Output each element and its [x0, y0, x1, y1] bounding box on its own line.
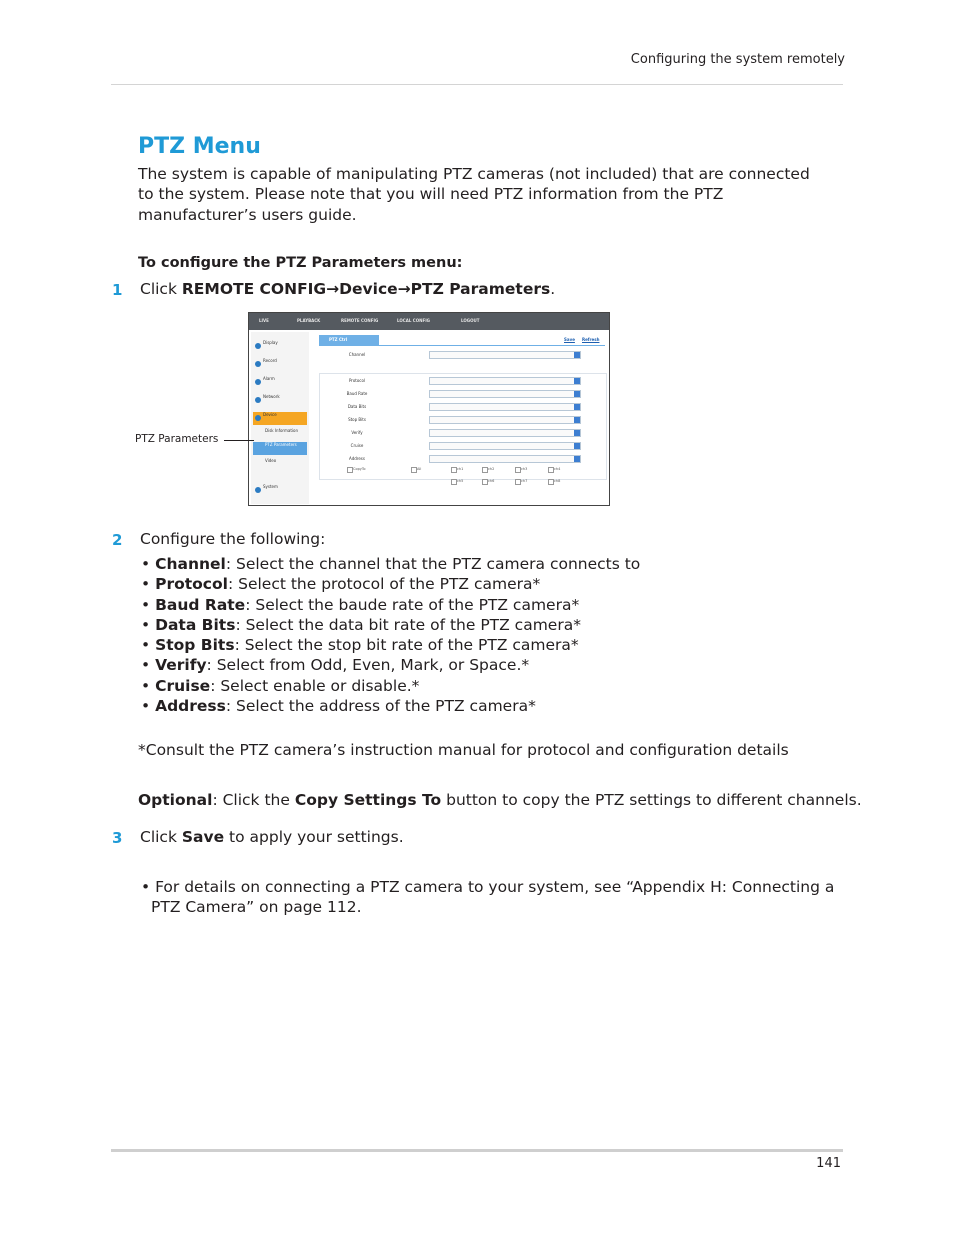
network-icon	[255, 397, 261, 403]
step-1-suffix: .	[550, 280, 556, 298]
arrow-right-icon: →	[326, 280, 340, 298]
page-title: PTZ Menu	[138, 134, 261, 159]
procedure-heading: To configure the PTZ Parameters menu:	[138, 255, 463, 271]
screenshot-sidebar	[251, 332, 309, 504]
field-row-cruise: Cruise	[319, 439, 604, 451]
side-item-system: System	[253, 484, 307, 497]
step-1-prefix: Click	[140, 280, 182, 298]
side-item-alarm: Alarm	[253, 376, 307, 389]
channel-select	[429, 351, 581, 359]
data-bits-select	[429, 403, 581, 411]
field-row-baud-rate: Baud Rate	[319, 387, 604, 399]
copy-ch4-label: ch4	[554, 467, 561, 471]
copyto-label: CopyTo	[353, 467, 366, 471]
verify-select	[429, 429, 581, 437]
field-row-data-bits: Data Bits	[319, 400, 604, 412]
step-1-text	[140, 280, 555, 298]
field-row-address: Address	[319, 452, 604, 464]
step-1-path-device: Device	[339, 280, 398, 298]
optional-note: Optional: Click the Copy Settings To button to copy the PTZ settings to different channels.	[138, 791, 862, 809]
field-row-protocol: Protocol	[319, 374, 604, 386]
side-item-device: Device	[253, 412, 307, 425]
field-row-stop-bits: Stop Bits	[319, 413, 604, 425]
list-item: • Channel: Select the channel that the PTZ camera connects to	[141, 555, 641, 573]
callout-leader-line	[224, 440, 254, 441]
screenshot-top-nav	[249, 313, 609, 330]
step-1-path-ptz-parameters: PTZ Parameters	[410, 280, 551, 298]
side-subitem-disk: Disk Information	[265, 428, 299, 433]
step-2-text: Configure the following:	[140, 530, 326, 548]
step-2-number: 2	[112, 531, 123, 549]
address-select	[429, 455, 581, 463]
save-link: Save	[564, 337, 575, 342]
header-rule	[111, 84, 843, 85]
field-row-channel: Channel	[319, 348, 604, 360]
step-3-text: Click Save to apply your settings.	[140, 828, 404, 846]
list-item: • Stop Bits: Select the stop bit rate of the PTZ camera*	[141, 636, 579, 655]
callout-label: PTZ Parameters	[135, 433, 219, 445]
copy-ch5-label: ch5	[457, 479, 464, 483]
step-3-number: 3	[112, 829, 123, 847]
copy-ch3-label: ch3	[521, 467, 528, 471]
baud-rate-select	[429, 390, 581, 398]
field-row-verify: Verify	[319, 426, 604, 438]
stop-bits-select	[429, 416, 581, 424]
nav-tab-live: LIVE	[259, 318, 269, 323]
arrow-right-icon: →	[397, 280, 411, 298]
list-item: • Baud Rate: Select the baude rate of the PTZ camera*	[141, 595, 580, 614]
copy-ch7-label: ch7	[521, 479, 528, 483]
copy-ch8-label: ch8	[554, 479, 561, 483]
copy-ch2-label: ch2	[488, 467, 495, 471]
consult-note: *Consult the PTZ camera’s instruction manual for protocol and configuration details	[138, 741, 789, 759]
copy-ch6-label: ch6	[488, 479, 495, 483]
record-icon	[255, 361, 261, 367]
alarm-icon	[255, 379, 261, 385]
nav-tab-remote-config: REMOTE CONFIG	[341, 318, 379, 323]
nav-tab-local-config: LOCAL CONFIG	[397, 318, 430, 323]
nav-tab-logout: LOGOUT	[461, 318, 480, 323]
step-1-number: 1	[112, 281, 123, 299]
see-also-note: • For details on connecting a PTZ camera to your system, see “Appendix H: Connecting a PTZ Camera” on page 112.	[141, 878, 835, 917]
settings-bullet-list	[141, 554, 640, 716]
tab-underline	[319, 345, 605, 346]
list-item: • Verify: Select from Odd, Even, Mark, or Space.*	[141, 656, 530, 675]
intro-paragraph: The system is capable of manipulating PTZ cameras (not included) that are connected to the system. Please note that you will need PTZ information from the PTZ manufacturer’s users guide.	[138, 165, 810, 224]
page-number: 141	[816, 1156, 841, 1171]
refresh-link: Refresh	[582, 337, 600, 342]
list-item: • Cruise: Select enable or disable.*	[141, 676, 420, 695]
side-subitem-video: Video	[265, 458, 277, 463]
system-icon	[255, 487, 261, 493]
ptz-screenshot-figure	[248, 312, 610, 506]
display-icon	[255, 343, 261, 349]
step-1-path-remote-config: REMOTE CONFIG	[181, 280, 327, 298]
side-subitem-ptz: PTZ Parameters	[253, 442, 307, 455]
footer-rule	[111, 1149, 843, 1152]
ptz-ctrl-tab: PTZ Ctrl	[319, 335, 379, 345]
list-item: • Address: Select the address of the PTZ camera*	[141, 697, 536, 716]
protocol-select	[429, 377, 581, 385]
running-header: Configuring the system remotely	[630, 52, 845, 67]
nav-tab-playback: PLAYBACK	[297, 318, 321, 323]
device-icon	[255, 415, 261, 421]
copy-ch1-label: ch1	[457, 467, 464, 471]
cruise-select	[429, 442, 581, 450]
side-item-network: Network	[253, 394, 307, 407]
side-item-display: Display	[253, 340, 307, 353]
list-item: • Data Bits: Select the data bit rate of the PTZ camera*	[141, 615, 581, 634]
copy-all-label: All	[417, 467, 422, 471]
side-item-record: Record	[253, 358, 307, 371]
list-item: • Protocol: Select the protocol of the PTZ camera*	[141, 575, 541, 594]
